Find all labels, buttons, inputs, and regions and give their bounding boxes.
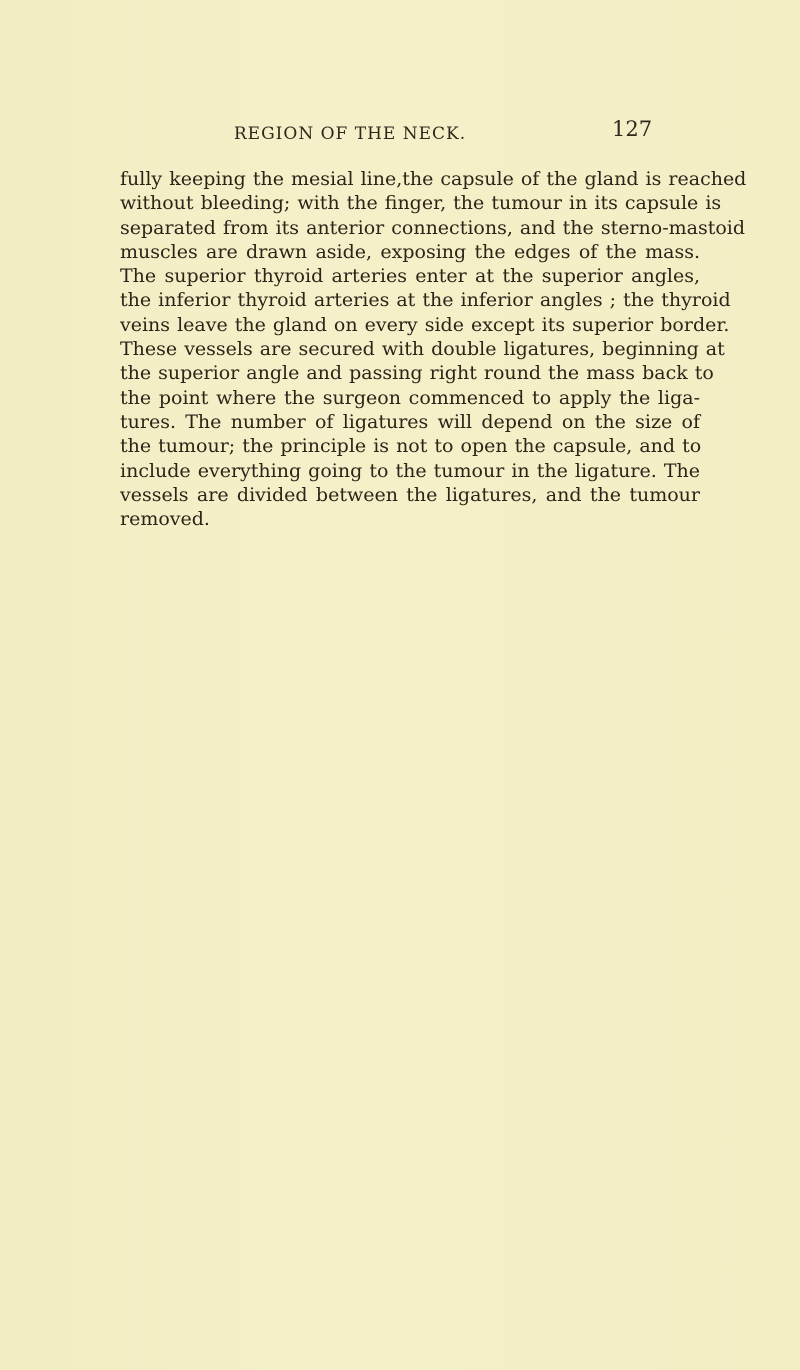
text-line: removed. [120, 508, 210, 531]
running-head: REGION OF THE NECK. [233, 124, 467, 144]
text-line: the superior angle and passing right round the mass back to [120, 362, 714, 385]
text-line: the tumour; the principle is not to open the capsule, and to [120, 435, 702, 458]
text-line: the inferior thyroid arteries at the inferior angles ; the thyroid [120, 289, 731, 312]
text-line: veins leave the gland on every side except its superior border. [120, 313, 730, 336]
text-line: The superior thyroid arteries enter at the superior angles, [120, 265, 700, 288]
text-line: include everything going to the tumour in the ligature. The [120, 459, 700, 482]
text-line: the point where the surgeon commenced to apply the liga- [120, 386, 700, 409]
text-line: separated from its anterior connections, and the sterno-mastoid [120, 216, 746, 239]
text-line: muscles are drawn aside, exposing the edges of the mass. [120, 240, 700, 263]
text-line: without bleeding; with the finger, the tumour in its capsule is [120, 192, 722, 215]
body-paragraph [120, 167, 747, 531]
text-line: These vessels are secured with double ligatures, beginning at [120, 338, 725, 361]
text-line: vessels are divided between the ligatures, and the tumour [120, 483, 700, 506]
text-line: tures. The number of ligatures will depend on the size of [120, 410, 700, 433]
text-line: fully keeping the mesial line,the capsule of the gland is reached [120, 168, 747, 190]
page-number: 127 [612, 117, 653, 141]
